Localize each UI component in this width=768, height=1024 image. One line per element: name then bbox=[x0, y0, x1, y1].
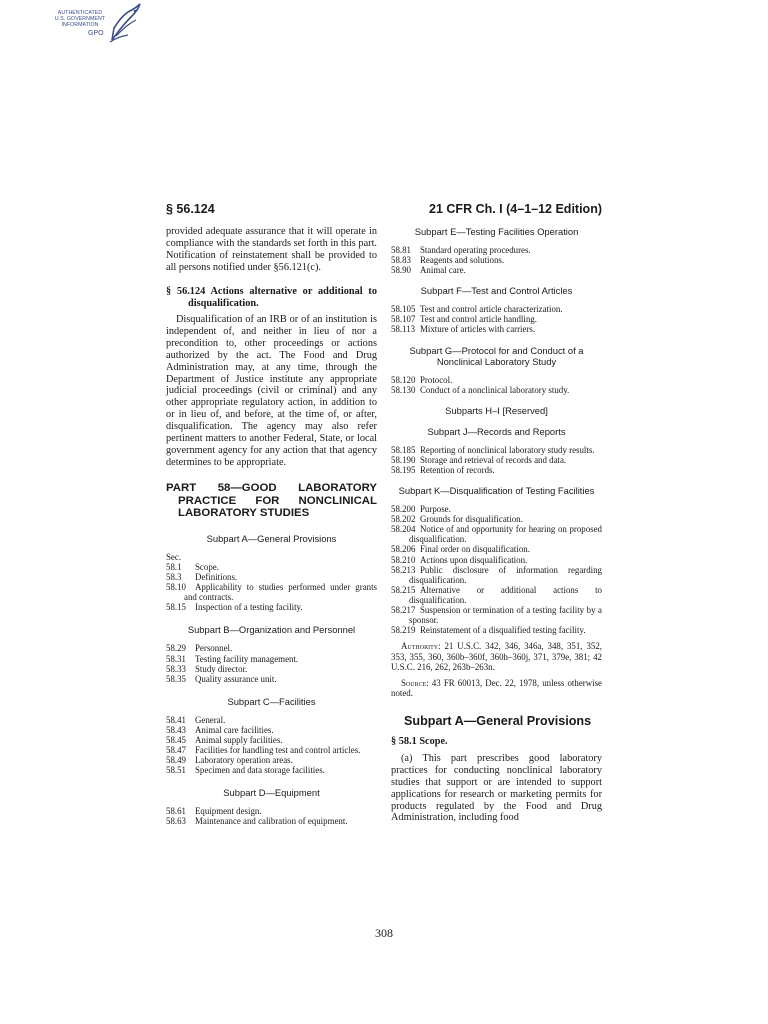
toc-item bbox=[391, 265, 602, 275]
subpart-heading: Subpart E—Testing Facilities Operation bbox=[414, 226, 579, 237]
toc-item-number: 58.61 bbox=[166, 806, 186, 817]
page-number: 308 bbox=[375, 926, 393, 940]
toc-item-title: Specimen and data storage facilities. bbox=[195, 765, 325, 776]
toc-item bbox=[391, 504, 602, 514]
toc-item-title: Animal care. bbox=[420, 265, 466, 276]
subpart-heading: Subpart K—Disqualification of Testing Facilities bbox=[398, 485, 595, 497]
authority-label: Authority: bbox=[401, 641, 441, 652]
gpo-logo-line: INFORMATION bbox=[61, 22, 99, 28]
toc-item-title: Final order on disqualification. bbox=[420, 544, 530, 555]
section-body-58-1: (a) This part prescribes good laboratory practices for conducting nonclinical laboratory studies that support or are intended to support applications for research or marketing permits for products regulated by the Food and Drug Administration, including food bbox=[391, 753, 602, 824]
toc-item-title: Personnel. bbox=[195, 643, 233, 654]
toc-item-title: Testing facility management. bbox=[195, 653, 299, 664]
toc-item bbox=[166, 664, 377, 674]
toc-item-number: 58.195 bbox=[391, 464, 416, 475]
authority-note bbox=[391, 641, 602, 672]
subpart-heading: Subpart J—Records and Reports bbox=[427, 425, 566, 437]
toc-item-title: Suspension or termination of a testing facility by a sponsor. bbox=[409, 604, 602, 626]
toc-item-title: Quality assurance unit. bbox=[195, 673, 277, 684]
toc-item-number: 58.83 bbox=[391, 255, 411, 266]
toc-item bbox=[166, 643, 377, 653]
toc-item bbox=[391, 445, 602, 455]
toc-list bbox=[391, 445, 602, 475]
toc-item-title: Facilities for handling test and control articles. bbox=[195, 745, 361, 756]
gpo-authentication-logo bbox=[50, 2, 142, 44]
toc-item-title: Reagents and solutions. bbox=[420, 255, 505, 266]
sec-label: Sec. bbox=[166, 551, 182, 562]
toc-item-number: 58.29 bbox=[166, 643, 186, 654]
toc-list bbox=[391, 504, 602, 635]
toc-item-number: 58.49 bbox=[166, 755, 186, 766]
toc-item-title: Public disclosure of information regarding disqualification. bbox=[409, 564, 602, 585]
toc-item-title: Storage and retrieval of records and data. bbox=[420, 454, 567, 465]
toc-item-number: 58.31 bbox=[166, 653, 186, 664]
toc-item-title: Equipment design. bbox=[195, 806, 262, 817]
toc-item bbox=[166, 602, 377, 612]
toc-item bbox=[391, 514, 602, 524]
toc-item-title: Maintenance and calibration of equipment. bbox=[195, 816, 348, 827]
toc-item bbox=[166, 582, 377, 602]
toc-item-number: 58.35 bbox=[166, 673, 186, 684]
toc-item-number: 58.51 bbox=[166, 765, 186, 776]
toc-item-title: Test and control article characterization. bbox=[420, 304, 563, 315]
toc-item-number: 58.3 bbox=[166, 572, 182, 583]
toc-item bbox=[166, 765, 377, 775]
left-column bbox=[166, 226, 377, 827]
toc-item bbox=[166, 816, 377, 826]
toc-item bbox=[391, 565, 602, 585]
toc-item-number: 58.202 bbox=[391, 514, 416, 525]
toc-item-title: Conduct of a nonclinical laboratory study. bbox=[420, 384, 570, 395]
toc-item-title: Inspection of a testing facility. bbox=[195, 602, 303, 613]
toc-item-title: Scope. bbox=[195, 561, 219, 572]
toc-item bbox=[391, 314, 602, 324]
toc-item bbox=[391, 255, 602, 265]
source-note bbox=[391, 678, 602, 699]
toc-item-title: Actions upon disqualification. bbox=[420, 554, 528, 565]
toc-item-number: 58.200 bbox=[391, 504, 416, 515]
section-heading-56-124: § 56.124 Actions alternative or additional to disqualification. bbox=[166, 286, 377, 309]
toc-item-title: Standard operating procedures. bbox=[420, 245, 531, 255]
toc-item bbox=[391, 625, 602, 635]
toc-item-number: 58.213 bbox=[391, 564, 416, 575]
toc-item-title: Applicability to studies performed under grants and contracts. bbox=[184, 582, 377, 603]
toc-item-number: 58.10 bbox=[166, 582, 186, 593]
toc-item-number: 58.1 bbox=[166, 561, 182, 572]
toc-item bbox=[391, 324, 602, 334]
toc-list bbox=[391, 304, 602, 334]
subpart-heading: Subpart D—Equipment bbox=[223, 787, 320, 799]
toc-item bbox=[166, 562, 377, 572]
toc-item bbox=[166, 725, 377, 735]
toc-item-title: Animal supply facilities. bbox=[195, 734, 283, 745]
toc-item bbox=[391, 455, 602, 465]
toc-item-number: 58.217 bbox=[391, 604, 416, 615]
toc-list bbox=[166, 715, 377, 776]
toc-item-number: 58.206 bbox=[391, 544, 416, 555]
toc-list bbox=[166, 643, 377, 683]
toc-list bbox=[391, 245, 602, 275]
toc-item-title: Notice of and opportunity for hearing on proposed disqualification. bbox=[409, 524, 602, 545]
toc-item-number: 58.185 bbox=[391, 444, 416, 455]
gpo-logo-line: U.S. GOVERNMENT bbox=[54, 16, 106, 22]
running-head-section: § 56.124 bbox=[166, 202, 215, 216]
toc-item bbox=[166, 674, 377, 684]
toc-list bbox=[391, 375, 602, 395]
toc-item-title: Grounds for disqualification. bbox=[420, 514, 523, 525]
toc-item-title: Test and control article handling. bbox=[420, 314, 537, 325]
toc-item-number: 58.41 bbox=[166, 714, 186, 725]
toc-item-number: 58.43 bbox=[166, 724, 186, 735]
toc-item-number: 58.45 bbox=[166, 734, 186, 745]
toc-item-number: 58.113 bbox=[391, 324, 416, 335]
subpart-heading: Subpart C—Facilities bbox=[227, 695, 316, 707]
toc-item bbox=[391, 605, 602, 625]
right-column bbox=[391, 226, 602, 824]
toc-item bbox=[166, 755, 377, 765]
eagle-icon bbox=[108, 2, 142, 44]
toc-item bbox=[391, 585, 602, 605]
toc-item-number: 58.204 bbox=[391, 524, 416, 535]
toc-item-title: Purpose. bbox=[420, 504, 451, 515]
toc-item-number: 58.47 bbox=[166, 745, 186, 756]
toc-list bbox=[166, 806, 377, 826]
toc-item-title: Retention of records. bbox=[420, 464, 495, 475]
toc-list bbox=[166, 552, 377, 613]
toc-item-number: 58.219 bbox=[391, 625, 416, 636]
authority-text: 21 U.S.C. 342, 346, 346a, 348, 351, 352, 353, 355, 360, 360b–360f, 360h–360j, 371, 379e, 381; 42 U.S.C. 216, 262, 263b–263n. bbox=[391, 641, 602, 672]
toc-item bbox=[391, 465, 602, 475]
toc-item-number: 58.90 bbox=[391, 265, 411, 276]
toc-item bbox=[166, 735, 377, 745]
toc-item-number: 58.107 bbox=[391, 314, 416, 325]
toc-item-number: 58.15 bbox=[166, 602, 186, 613]
source-label: Source: bbox=[401, 678, 429, 689]
toc-item-title: General. bbox=[195, 714, 226, 725]
part-title: PART 58—GOOD LABORATORY PRACTICE FOR NONCLINICAL LABORATORY STUDIES bbox=[166, 482, 377, 520]
toc-item bbox=[166, 572, 377, 582]
subpart-heading: Subpart F—Test and Control Articles bbox=[420, 285, 573, 297]
toc-item bbox=[391, 524, 602, 544]
toc-item-number: 58.81 bbox=[391, 245, 411, 255]
toc-item bbox=[391, 375, 602, 385]
gpo-logo-line: AUTHENTICATED bbox=[57, 10, 103, 16]
source-text: 43 FR 60013, Dec. 22, 1978, unless otherwise noted. bbox=[391, 678, 602, 699]
toc-item-title: Animal care facilities. bbox=[195, 724, 274, 735]
toc-item bbox=[391, 555, 602, 565]
toc-item-title: Protocol. bbox=[420, 374, 453, 385]
toc-item bbox=[391, 385, 602, 395]
subpart-heading: Subpart G—Protocol for and Conduct of a Nonclinical Laboratory Study bbox=[409, 344, 584, 367]
subpart-heading: Subpart A—General Provisions bbox=[206, 532, 337, 544]
toc-item bbox=[166, 715, 377, 725]
toc-item-number: 58.105 bbox=[391, 304, 416, 315]
toc-item-title: Study director. bbox=[195, 663, 248, 674]
gpo-mark: GPO bbox=[88, 30, 104, 37]
toc-item-number: 58.210 bbox=[391, 554, 416, 565]
toc-item-title: Reinstatement of a disqualified testing facility. bbox=[420, 625, 586, 636]
toc-item-title: Alternative or additional actions to disqualification. bbox=[409, 584, 602, 605]
toc-item-number: 58.215 bbox=[391, 584, 416, 595]
toc-item-title: Definitions. bbox=[195, 572, 238, 583]
subpart-heading: Subparts H–I [Reserved] bbox=[445, 404, 548, 416]
toc-item-number: 58.33 bbox=[166, 663, 186, 674]
toc-item-number: 58.63 bbox=[166, 816, 186, 827]
toc-item-title: Reporting of nonclinical laboratory study results. bbox=[420, 444, 595, 455]
toc-item-number: 58.190 bbox=[391, 454, 416, 465]
toc-item-title: Mixture of articles with carriers. bbox=[420, 324, 536, 335]
subpart-heading: Subpart B—Organization and Personnel bbox=[187, 624, 356, 636]
toc-item bbox=[391, 544, 602, 554]
toc-item-number: 58.120 bbox=[391, 374, 416, 385]
section-body-56-124: Disqualification of an IRB or of an institution is independent of, and neither in lieu of nor a precondition to, other proceedings or actions authorized by the act. The Food and Drug Administration may, at any time, through the Department of Justice institute any appropriate judicial proceedings (civil or criminal) and any other appropriate regulatory action, in addition to or in lieu of, and before, at the time of, or after, disqualification. The agency may also refer pertinent matters to another Federal, State, or local government agency for any action that that agency determines to be appropriate. bbox=[166, 314, 377, 468]
running-head-edition: 21 CFR Ch. I (4–1–12 Edition) bbox=[429, 202, 602, 216]
toc-item-number: 58.130 bbox=[391, 384, 416, 395]
section-heading-58-1: § 58.1 Scope. bbox=[391, 735, 448, 747]
continued-paragraph: provided adequate assurance that it will operate in compliance with the standards set forth in this part. Notification of reinstatement shall be provided to all persons notified under §56.121(c). bbox=[166, 226, 377, 273]
gpo-logo-text bbox=[52, 10, 108, 28]
subpart-a-heading: Subpart A—General Provisions bbox=[404, 713, 592, 728]
toc-item bbox=[391, 304, 602, 314]
toc-item bbox=[166, 745, 377, 755]
toc-item bbox=[391, 245, 602, 255]
toc-item bbox=[166, 654, 377, 664]
toc-item-title: Laboratory operation areas. bbox=[195, 755, 293, 766]
toc-item bbox=[166, 806, 377, 816]
